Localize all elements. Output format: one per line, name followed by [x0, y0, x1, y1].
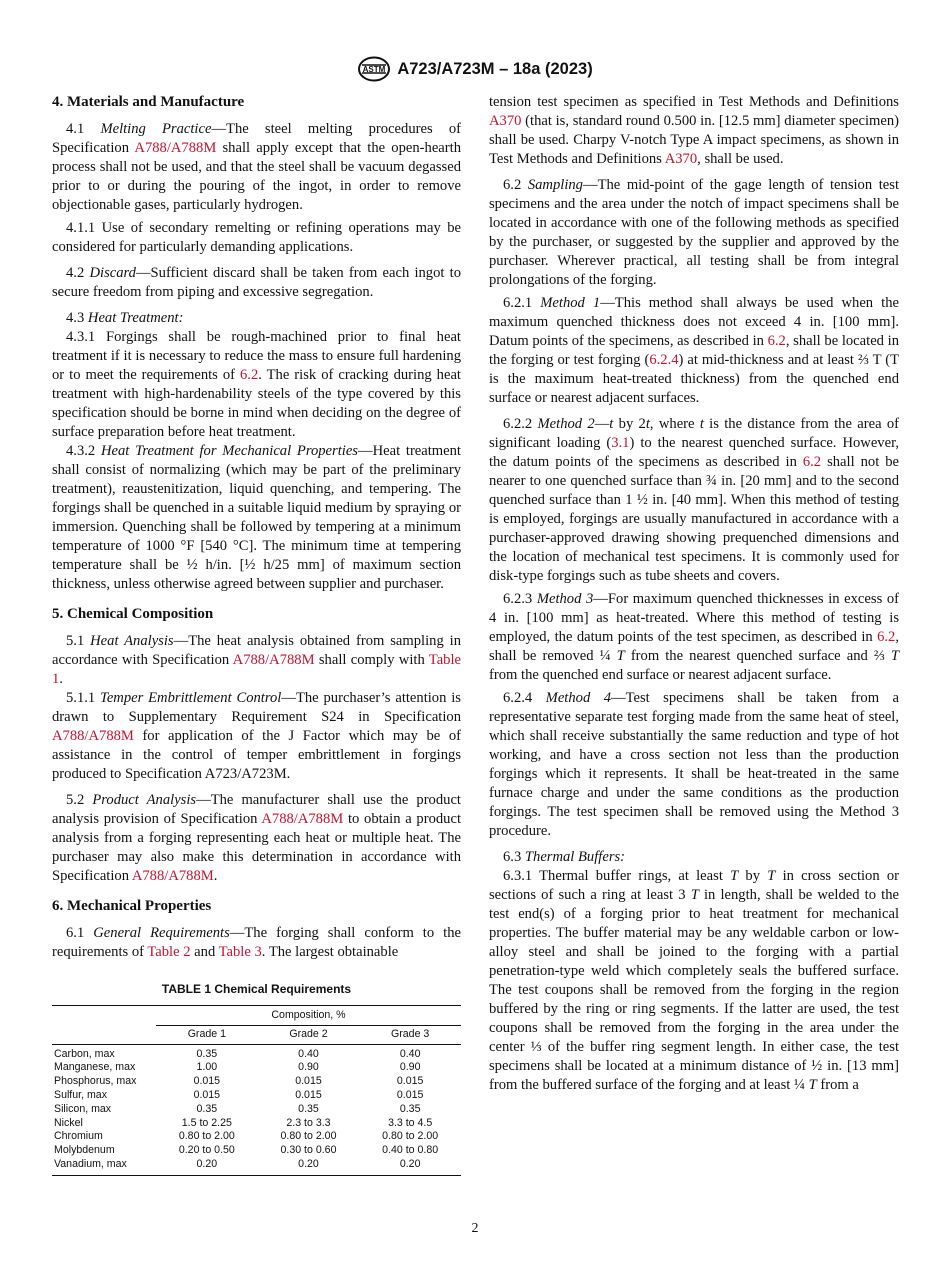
para-5-2: 5.2 Product Analysis—The manufacturer shall use the product analysis provision of Specification A788/A788M to obtain a product analysis from a forging representing each heat or multiple heat. The purchaser may also make this determination in accordance with Specification A788/A788M. [52, 792, 461, 884]
table-row: Silicon, max 0.35 0.35 0.35 [54, 1102, 421, 1115]
ref-table-1[interactable]: Table 1 [52, 652, 461, 687]
table-row: Phosphorus, max 0.015 0.015 0.015 [54, 1075, 424, 1088]
para-5-1-1: 5.1.1 Temper Embrittlement Control—The purchaser’s attention is drawn to Supplementary Requirement S24 in Specification A788/A788M for application of the J Factor which may be of assistance in the control of temper embrittlement in forgings produced to Specification A723/A723M. [52, 690, 461, 782]
ref-6-2[interactable]: 6.2 [802, 454, 822, 470]
para-6-1-cont: tension test specimen as specified in Test Methods and Definitions A370 (that is, standard round 0.500 in. [12.5 mm] diameter specimen) shall be used. Charpy V-notch Type A impact specimens, as shown in Test Methods and Definitions A370, shall be used. [489, 94, 899, 167]
para-6-2-4: 6.2.4 Method 4—Test specimens shall be taken from a representative separate test forging made from the same heat of steel, which shall receive substantially the same reduction and type of hot working, and have a cross section not less than the production forgings which it represents. It shall be heat-treated in the same furnace charge and under the same conditions as the production forgings. The test specimen shall be removed using the Method 3 procedure. [489, 690, 900, 839]
ref-6-2[interactable]: 6.2 [877, 629, 896, 645]
grade-header: Grade 2 [258, 1025, 360, 1044]
ref-a370[interactable]: A370 [489, 113, 522, 129]
para-4-1-1: 4.1.1 Use of secondary remelting or refining operations may be considered for particularly demanding applications. [52, 220, 461, 255]
section-5-heading: 5. Chemical Composition [52, 606, 214, 622]
table-row: Vanadium, max 0.20 0.20 0.20 [52, 1158, 461, 1175]
para-4-3-1: 4.3.1 Forgings shall be rough-machined prior to final heat treatment if it is necessary to reduce the mass to ensure full hardening or to meet the requirements of 6.2. The risk of cracking during heat treatment with high-hardenability steels of the type covered by this specification should be borne in mind when deciding on the degree of surface preparation before heat treatment. [52, 329, 461, 440]
table-1-caption: TABLE 1 Chemical Requirements [161, 982, 352, 996]
table-row: Nickel 1.5 to 2.25 2.3 to 3.3 3.3 to 4.5 [54, 1116, 433, 1129]
astm-logo-icon [357, 56, 391, 82]
table-row: Carbon, max 0.35 0.40 0.40 [52, 1044, 461, 1061]
ref-6-2[interactable]: 6.2 [767, 333, 786, 349]
document-designation: A723/A723M – 18a (2023) [397, 59, 593, 78]
para-6-2-3: 6.2.3 Method 3—For maximum quenched thicknesses in excess of 4 in. [100 mm] as heat-treated. Where this method of testing is employed, the datum points of the test specimen, as described in 6.2, shall be removed ¼ T from the nearest quenched surface and ⅔ T from the quenched end surface or nearest adjacent surface. [489, 591, 900, 683]
section-6-heading: 6. Mechanical Properties [52, 898, 212, 914]
para-6-3: 6.3 Thermal Buffers: [503, 849, 626, 865]
table-row: Sulfur, max 0.015 0.015 0.015 [54, 1088, 424, 1101]
para-6-2-1: 6.2.1 Method 1—This method shall always be used when the maximum quenched thickness does not exceed 4 in. [100 mm]. Datum points of the specimens, as described in 6.2, shall be located in the forging or test forging (6.2.4) at mid-thickness and at least ⅔ T (T is the maximum heat-treated thickness) from the quenched end surface or nearest adjacent surfaces. [489, 295, 899, 406]
ref-6-2-4[interactable]: 6.2.4 [649, 352, 679, 368]
left-column [52, 93, 461, 1176]
ref-a788[interactable]: A788/A788M [134, 140, 217, 156]
ref-6-2[interactable]: 6.2 [240, 367, 259, 383]
svg-text:ASTM: ASTM [362, 65, 386, 74]
para-4-3: 4.3 Heat Treatment: [66, 310, 184, 326]
chemical-requirements-table [52, 1005, 461, 1176]
para-6-3-1: 6.3.1 Thermal buffer rings, at least T by T in cross section or sections of such a ring at least 3 T in length, shall be welded to the test end(s) of a forging prior to heat treatment for mechanical properties. The buffer material may be any weldable carbon or low-alloy steel and shall be joined to the forging with a partial penetration-type weld which completely seals the buffered surface. The test coupons shall be removed from the forging in the region buffered by the ring or ring segments. If the latter are used, the test coupons shall be removed from the forging in the area under the center ⅓ of the buffer ring segment length. In either case, the test specimens shall be located at a minimum distance of ½ in. [13 mm] from the buffered surface of the forging and at least ¼ T from a [489, 868, 900, 1093]
table-row: Manganese, max 1.00 0.90 0.90 [54, 1061, 421, 1074]
section-4-heading: 4. Materials and Manufacture [52, 94, 245, 110]
ref-a788[interactable]: A788/A788M [131, 868, 214, 884]
ref-a788[interactable]: A788/A788M [232, 652, 315, 668]
ref-a788[interactable]: A788/A788M [52, 728, 134, 744]
ref-3-1[interactable]: 3.1 [611, 435, 630, 451]
ref-a370[interactable]: A370 [664, 151, 698, 167]
grade-header: Grade 3 [359, 1025, 461, 1044]
para-5-1: 5.1 Heat Analysis—The heat analysis obtained from sampling in accordance with Specification A788/A788M shall comply with Table 1. [52, 633, 461, 687]
ref-table-3[interactable]: Table 3 [218, 944, 262, 960]
para-6-2-2: 6.2.2 Method 2—t by 2t, where t is the distance from the area of significant loading (3.1) to the nearest quenched surface. However, the datum points of the specimens as described in 6.2 shall not be nearer to one quenched surface than ¾ in. [20 mm] and to the second quenched surface than 1 ½ in. [40 mm]. When this method of testing is employed, forgings are usually manufactured in accordance with a purchaser-approved drawing showing prequenched dimensions and the location of mechanical test specimens. It is commonly used for disk-type forgings such as tube sheets and covers. [489, 416, 900, 584]
grade-header: Grade 1 [156, 1025, 258, 1044]
page-header [0, 56, 950, 82]
para-4-1: 4.1 Melting Practice—The steel melting procedures of Specification A788/A788M shall apply except that the open-hearth process shall not be used, and that the steel shall be vacuum degassed prior to or during the pouring of the ingot, in order to remove objectionable gases, particularly hydrogen. [52, 121, 461, 213]
para-4-3-2: 4.3.2 Heat Treatment for Mechanical Properties—Heat treatment shall consist of normalizing (which may be part of the preliminary treatment), reaustenitization, liquid quenching, and tempering. The forgings shall be quenched in a suitable liquid medium by spraying or immersion. Quenching shall be followed by tempering at a minimum temperature of 1000 °F [540 °C]. The minimum time at tempering temperature shall be ½ h/in. [½ h/25 mm] of maximum section thickness, unless otherwise agreed between supplier and purchaser. [52, 443, 461, 592]
table-row: Chromium 0.80 to 2.00 0.80 to 2.00 0.80 to 2.00 [54, 1130, 439, 1143]
para-6-2: 6.2 Sampling—The mid-point of the gage length of tension test specimens and the area under the notch of impact specimens shall be located in accordance with one of the following methods as specified by the purchaser, or suggested by the supplier and approved by the purchaser. Wherever practical, all testing shall be from integral prolongations of the forging. [489, 177, 899, 288]
ref-a788[interactable]: A788/A788M [261, 811, 344, 827]
para-6-1: 6.1 General Requirements—The forging shall conform to the requirements of Table 2 and Table 3. The largest obtainable [52, 925, 461, 960]
ref-table-2[interactable]: Table 2 [147, 944, 191, 960]
para-4-2: 4.2 Discard—Sufficient discard shall be taken from each ingot to secure freedom from piping and excessive segregation. [52, 265, 461, 300]
right-column [489, 93, 899, 1095]
composition-header: Composition, % [156, 1006, 461, 1026]
page-number: 2 [471, 1221, 479, 1236]
table-row: Molybdenum 0.20 to 0.50 0.30 to 0.60 0.40 to 0.80 [54, 1144, 439, 1157]
